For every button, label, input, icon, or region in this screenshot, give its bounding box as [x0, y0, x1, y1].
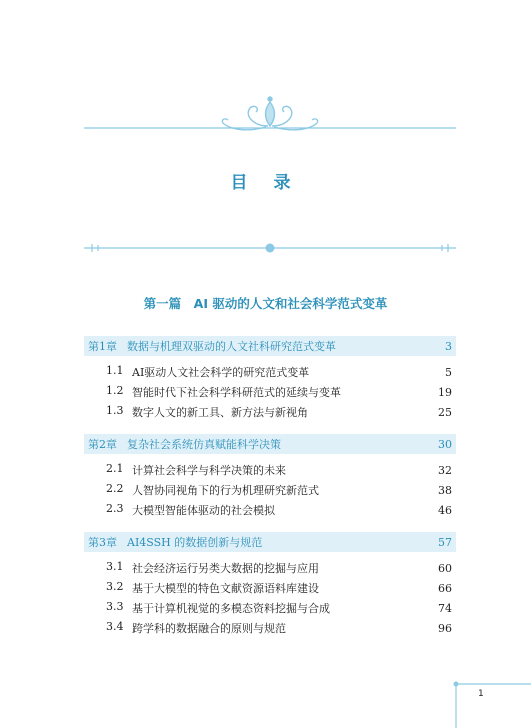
section-entry[interactable] — [84, 500, 456, 520]
section-entry[interactable] — [84, 598, 456, 618]
section-number: 3.2 — [106, 580, 124, 593]
section-entry[interactable] — [84, 618, 456, 638]
chapter-page: 30 — [438, 437, 452, 451]
section-entry[interactable] — [84, 578, 456, 598]
section-number: 3.4 — [106, 620, 124, 633]
section-page: 38 — [438, 483, 452, 497]
chapter-page: 3 — [445, 339, 452, 353]
section-page: 19 — [438, 385, 452, 399]
chapter-number: 第1章 — [88, 340, 117, 353]
section-number: 2.2 — [106, 482, 124, 495]
section-page: 60 — [438, 561, 452, 575]
section-title: 基于大模型的特色文献资源语料库建设 — [132, 582, 319, 595]
section-title: 人智协同视角下的行为机理研究新范式 — [132, 484, 319, 497]
section-page: 5 — [445, 365, 452, 379]
section-page: 74 — [438, 601, 452, 615]
section-entry[interactable] — [84, 362, 456, 382]
section-page: 46 — [438, 503, 452, 517]
chapter-title: AI4SSH 的数据创新与规范 — [127, 536, 263, 549]
section-title: 大模型智能体驱动的社会模拟 — [132, 504, 275, 517]
section-title: 数字人文的新工具、新方法与新视角 — [132, 406, 308, 419]
chapter-page: 57 — [438, 535, 452, 549]
section-number: 2.3 — [106, 502, 124, 515]
section-entry[interactable] — [84, 382, 456, 402]
section-page: 96 — [438, 621, 452, 635]
section-number: 2.1 — [106, 462, 124, 475]
fleuron-ornament-icon — [84, 96, 456, 136]
section-entry[interactable] — [84, 480, 456, 500]
table-of-contents — [84, 336, 456, 644]
section-page: 66 — [438, 581, 452, 595]
section-number: 1.2 — [106, 384, 124, 397]
chapter-entry[interactable] — [84, 336, 456, 356]
chapter-entry[interactable] — [84, 434, 456, 454]
section-page: 32 — [438, 463, 452, 477]
chapter-title: 数据与机理双驱动的人文社科研究范式变革 — [127, 340, 336, 353]
chapter-number: 第3章 — [88, 536, 117, 549]
section-title: AI驱动人文社会科学的研究范式变革 — [132, 366, 310, 379]
section-title: 基于计算机视觉的多模态资料挖掘与合成 — [132, 602, 330, 615]
part-title: 第一篇 AI 驱动的人文和社会科学范式变革 — [143, 296, 388, 311]
chapter-number: 第2章 — [88, 438, 117, 451]
section-entry[interactable] — [84, 558, 456, 578]
section-number: 1.3 — [106, 404, 124, 417]
page-title: 目 录 — [230, 173, 301, 193]
page-number: 1 — [478, 689, 484, 699]
section-entry[interactable] — [84, 460, 456, 480]
section-page: 25 — [438, 405, 452, 419]
divider-ornament-icon — [84, 241, 456, 255]
chapter-title: 复杂社会系统仿真赋能科学决策 — [127, 438, 281, 451]
section-number: 1.1 — [106, 364, 124, 377]
section-title: 社会经济运行另类大数据的挖掘与应用 — [132, 562, 319, 575]
page-corner-ornament-icon — [446, 676, 531, 728]
section-number: 3.1 — [106, 560, 124, 573]
section-entry[interactable] — [84, 402, 456, 422]
chapter-entry[interactable] — [84, 532, 456, 552]
section-title: 计算社会科学与科学决策的未来 — [132, 464, 286, 477]
section-number: 3.3 — [106, 600, 124, 613]
section-title: 智能时代下社会科学科研范式的延续与变革 — [132, 386, 341, 399]
section-title: 跨学科的数据融合的原则与规范 — [132, 622, 286, 635]
